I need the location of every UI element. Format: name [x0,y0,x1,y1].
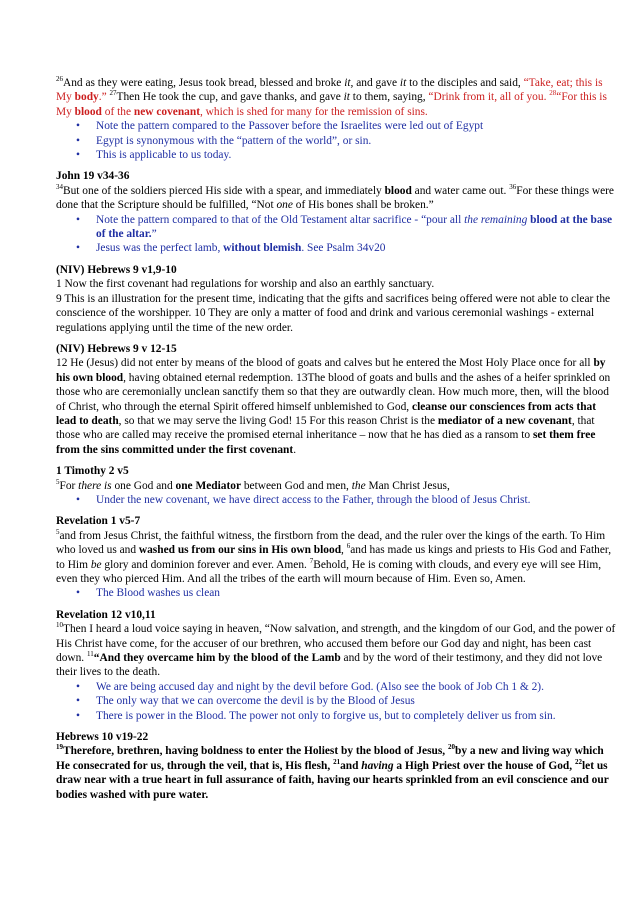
section-heading: Revelation 12 v10,11 [56,608,156,621]
list-item: • There is power in the Blood. The power not only to forgive us, but to completely deliver us from sin. [76,709,556,722]
list-item: • The only way that we can overcome the devil is by the Blood of Jesus [76,695,415,708]
passage-hebrews-9a-line2: 9 This is an illustration for the present time, indicating that the gifts and sacrifices being offered were not able to clear the conscience of the worshipper. 10 They are only a matter of food and drink and various ceremonial washings - external regulations applying until the time of the new order. [56,292,611,334]
bullet-icon: • [76,213,80,226]
list-item: • We are being accused day and night by the devil before God. (Also see the book of Job Ch 1 & 2). [76,680,544,693]
section-heading: Hebrews 10 v19-22 [56,731,149,744]
list-item: • The Blood washes us clean [76,587,221,600]
passage-revelation-1: $^5$and from Jesus Christ, the faithful witness, the firstborn from the dead, and the ruler over the kings of the earth. To Him who loved us and washed us from our sins in His own blood, $^6$and has made us kings and priests to His God and Father, to Him be glory and dominion forever and ever. Amen. $^7$Behold, He is coming with clouds, and every eye will see Him, even they who pierced Him. And all the tribes of the earth will mourn because of Him. Even so, Amen. [56,527,612,585]
bullet-icon: • [76,493,80,506]
passage-hebrews-10: $^{19}$Therefore, brethren, having boldness to enter the Holiest by the blood of Jesus, $^{20}$by a new and living way which He consecrated for us, through the veil, that is, His flesh, $^{21}$and having a High Priest over the house of God, $^{22}$let us draw near with a true heart in full assurance of faith, having our hearts sprinkled from an evil conscience and our bodies washed with pure water. [56,743,609,801]
bullet-icon: • [76,695,80,708]
bullet-icon: • [76,242,80,255]
passage-matthew: $^{26}$And as they were eating, Jesus took bread, blessed and broke it, and gave it to the disciples and said, “Take, eat; this is My body.” $^{27}$Then He took the cup, and gave thanks, and gave it to them, saying, “Drink from it, all of you. $^{28}$“For this is My blood of the new covenant, which is shed for many for the remission of sins. [56,75,607,118]
passage-john: $^{34}$But one of the soldiers pierced His side with a spear, and immediately blood and water came out. $^{36}$For these things were done that the Scripture should be fulfilled, “Not one of His bones shall be broken.” [56,183,614,212]
matthew-notes-list [56,119,616,162]
bullet-icon: • [76,680,80,693]
bullet-icon: • [76,709,80,722]
passage-revelation-12: $^{10}$Then I heard a loud voice saying in heaven, “Now salvation, and strength, and the kingdom of our God, and the power of His Christ have come, for the accuser of our brethren, who accused them before our God day and night, has been cast down. $^{11}$“And they overcame him by the blood of the Lamb and by the word of their testimony, and they did not love their lives to the death. [56,621,616,679]
document-page [56,76,616,802]
list-item: • This is applicable to us today. [76,149,232,162]
bullet-icon: • [76,134,80,147]
timothy-notes-list [56,493,616,507]
bullet-icon: • [76,120,80,133]
revelation-12-notes-list [56,680,616,723]
list-item: • Egypt is synonymous with the “pattern of the world”, or sin. [76,134,372,147]
bullet-icon: • [76,587,80,600]
section-heading: John 19 v34-36 [56,170,130,183]
passage-timothy: $^5$For there is one God and one Mediator between God and men, the Man Christ Jesus, [56,477,450,492]
list-item: • Under the new covenant, we have direct access to the Father, through the blood of Jesus Christ. [76,493,531,506]
list-item: • Note the pattern compared to the Passover before the Israelites were led out of Egypt [76,120,484,133]
bullet-icon: • [76,149,80,162]
section-heading: (NIV) Hebrews 9 v 12-15 [56,342,177,355]
passage-hebrews-9a-line1: 1 Now the first covenant had regulations for worship and also an earthly sanctuary. [56,278,435,291]
section-heading: Revelation 1 v5-7 [56,515,141,528]
john-notes-list [56,213,616,256]
section-heading: 1 Timothy 2 v5 [56,465,129,478]
list-item: • Jesus was the perfect lamb, without blemish. See Psalm 34v20 [76,242,386,255]
passage-hebrews-9b: 12 He (Jesus) did not enter by means of the blood of goats and calves but he entered the Most Holy Place once for all by his own blood, having obtained eternal redemption. 13The blood of goats and bulls and the ashes of a heifer sprinkled on those who are ceremonially unclean sanctify them so that they are outwardly clean. How much more, then, will the blood of Christ, who through the eternal Spirit offered himself unblemished to God, cleanse our consciences from acts that lead to death, so that we may serve the living God! 15 For this reason Christ is the mediator of a new covenant, that those who are called may receive the promised eternal inheritance – now that he has died as a ransom to set them free from the sins committed under the first covenant. [56,357,611,456]
section-heading: (NIV) Hebrews 9 v1,9-10 [56,263,177,276]
revelation-1-notes-list [56,586,616,600]
list-item: • Note the pattern compared to that of the Old Testament altar sacrifice - “pour all the remaining blood at the base of the altar.” [76,213,613,241]
